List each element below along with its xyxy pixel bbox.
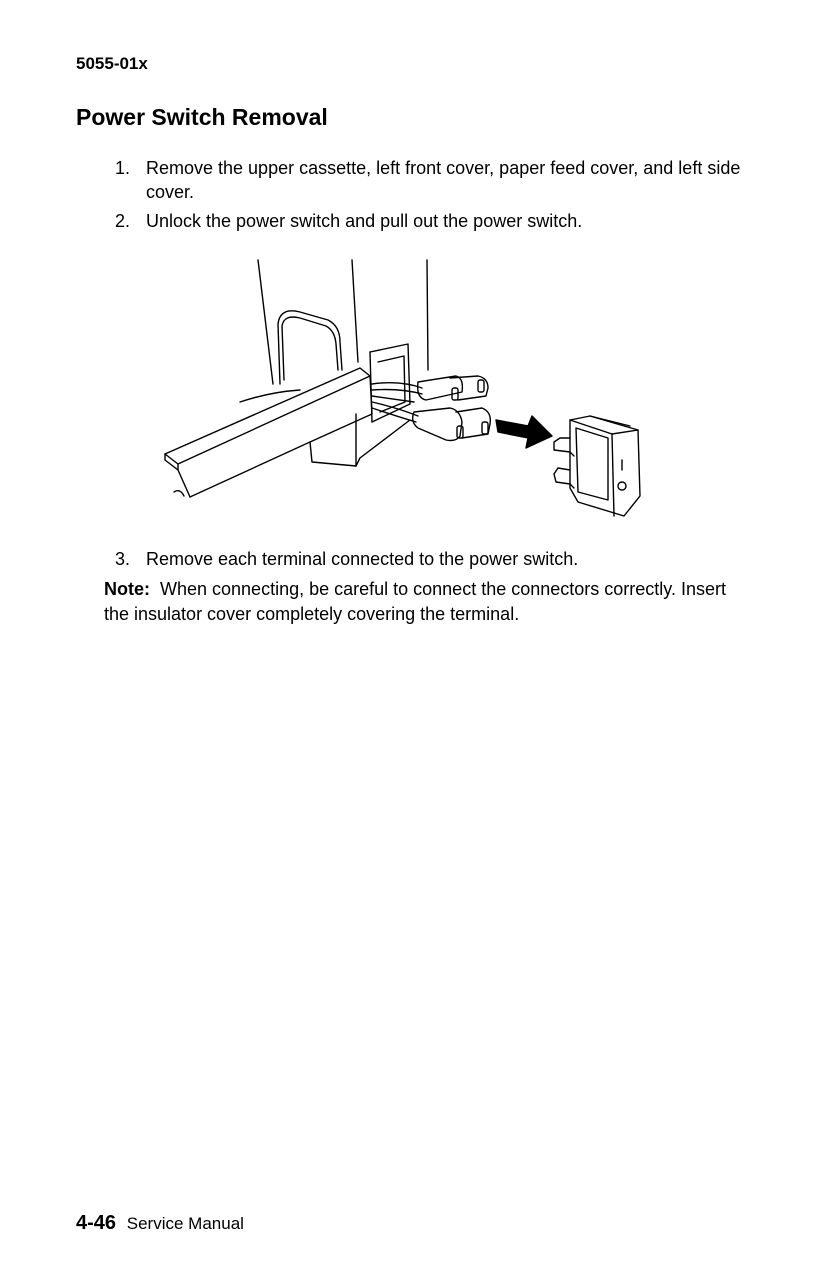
footer-title: Service Manual: [126, 1214, 244, 1233]
steps-list: [115, 156, 755, 238]
step-number: 3.: [115, 549, 131, 569]
lower-connectors: [413, 408, 491, 441]
section-title: Power Switch Removal: [76, 104, 328, 130]
note-text: When connecting, be careful to connect the connectors correctly. Insert the insulator cover completely covering the terminal.: [104, 579, 726, 624]
upper-connectors: [418, 376, 488, 400]
step-text: Remove each terminal connected to the power switch.: [146, 549, 579, 569]
power-switch-illustration: [160, 252, 650, 527]
page-footer: [76, 1212, 244, 1235]
step-number: 2.: [115, 211, 131, 231]
step-3: [115, 547, 578, 571]
machine-frame: [258, 260, 428, 384]
note: [104, 577, 754, 627]
step-number: 1.: [115, 158, 131, 178]
step-text: Remove the upper cassette, left front cover, paper feed cover, and left side cover.: [146, 158, 741, 202]
wire-harness: [372, 383, 422, 422]
frame-bracket: [165, 368, 410, 497]
step-text: Unlock the power switch and pull out the power switch.: [146, 211, 583, 231]
step-1: [115, 156, 755, 204]
rocker-switch: [554, 416, 640, 516]
model-number: 5055-01x: [76, 54, 148, 73]
note-label: Note:: [104, 579, 150, 599]
pull-arrow-icon: [496, 416, 552, 448]
page-number: 4-46: [76, 1212, 117, 1234]
step-2: [115, 209, 755, 233]
